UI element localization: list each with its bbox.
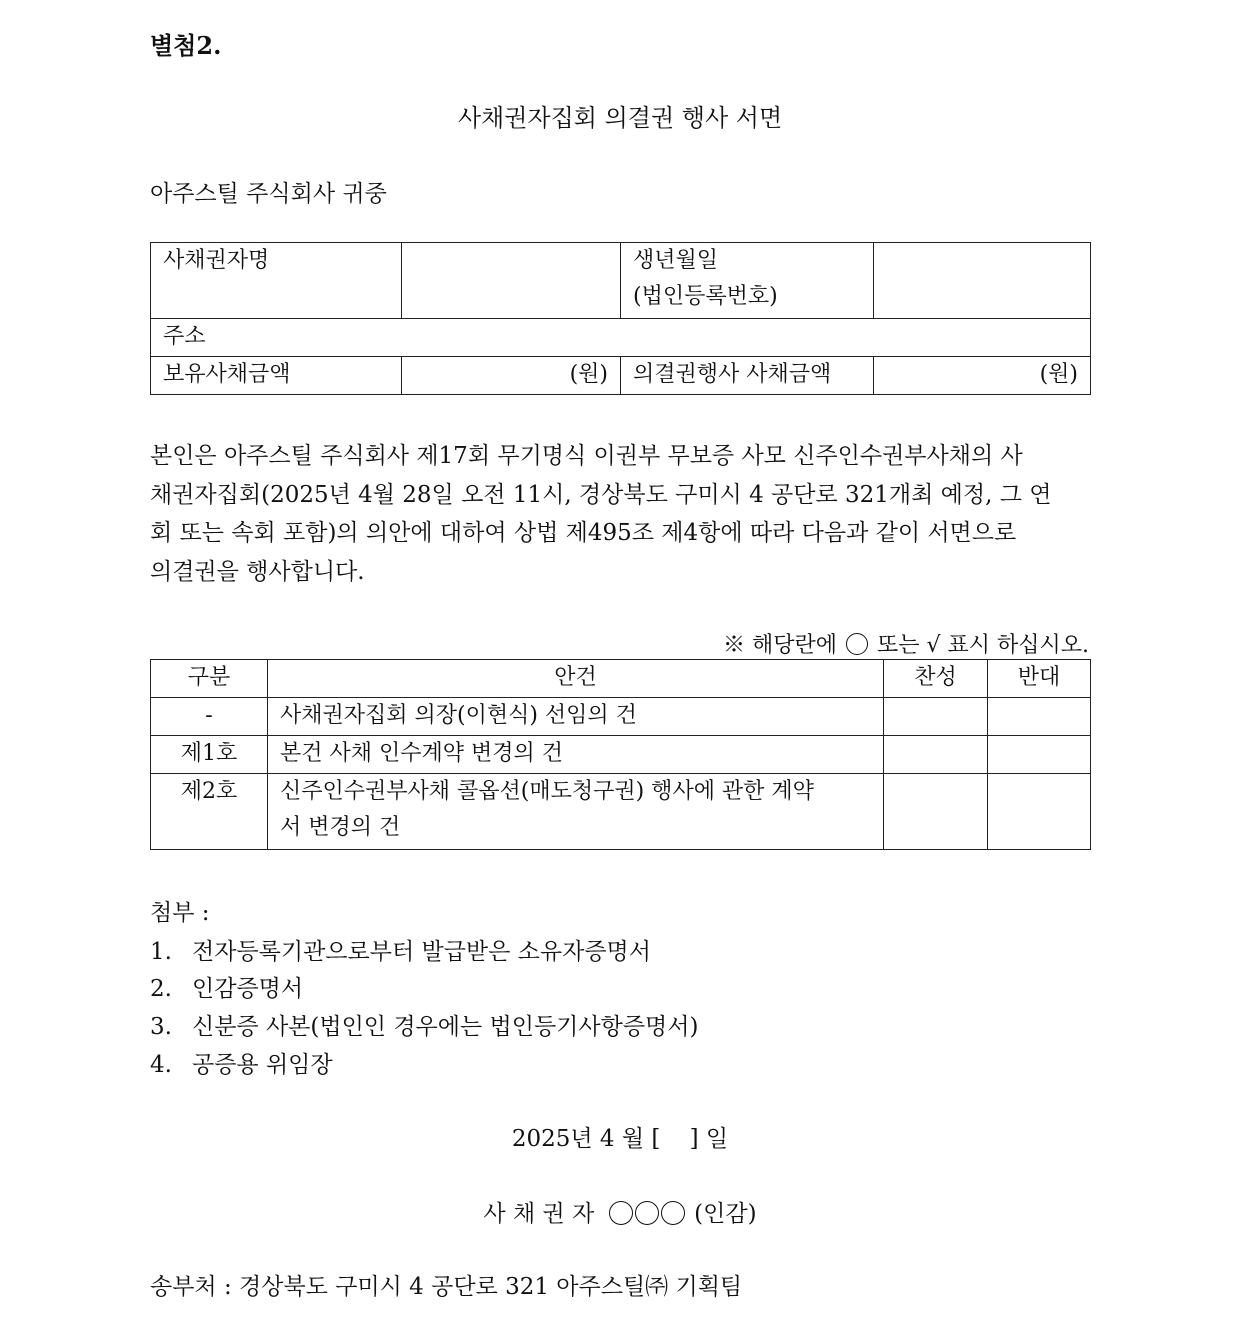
table-row — [151, 698, 1091, 736]
list-number: 4. — [150, 1052, 172, 1078]
header-category: 구분 — [151, 660, 268, 698]
row-category: - — [151, 698, 268, 736]
seal-label: (인감) — [694, 1201, 757, 1227]
vote-amount-label: 의결권행사 사채금액 — [621, 357, 874, 395]
agenda-vote-table — [150, 659, 1091, 850]
circle-icon — [846, 633, 868, 655]
send-to-address: 송부처 : 경상북도 구미시 4 공단로 321 아주스틸㈜ 기획팀 — [150, 1274, 743, 1300]
list-item — [150, 1008, 698, 1041]
held-amount-label: 보유사채금액 — [151, 357, 402, 395]
name-circle-icon — [635, 1201, 659, 1225]
list-number: 2. — [150, 976, 172, 1002]
oppose-cell[interactable] — [988, 774, 1091, 850]
header-oppose: 반대 — [988, 660, 1091, 698]
header-approve: 찬성 — [884, 660, 988, 698]
approve-cell[interactable] — [884, 698, 988, 736]
birth-field[interactable] — [874, 243, 1091, 319]
list-number: 1. — [150, 939, 172, 965]
recipient: 아주스틸 주식회사 귀중 — [150, 181, 387, 207]
date-line: 2025년 4 월 [ ] 일 — [511, 1126, 729, 1152]
holder-info-table — [150, 242, 1091, 395]
list-text: 전자등록기관으로부터 발급받은 소유자증명서 — [192, 939, 651, 965]
row-agenda — [268, 774, 884, 850]
amount-row — [151, 357, 1091, 395]
birth-label — [621, 243, 874, 319]
approve-cell[interactable] — [884, 774, 988, 850]
oppose-cell[interactable] — [988, 736, 1091, 774]
holder-name-label: 사채권자명 — [151, 243, 402, 319]
list-item — [150, 970, 303, 1003]
paragraph-line: 회 또는 속회 포함)의 의안에 대하여 상법 제495조 제4항에 따라 다음과 같이 서면으로 — [150, 520, 1017, 546]
list-text: 인감증명서 — [192, 976, 304, 1002]
paragraph-line: 본인은 아주스틸 주식회사 제17회 무기명식 이권부 무보증 사모 신주인수권부사채의 사 — [150, 443, 1023, 469]
holder-name-field[interactable] — [402, 243, 621, 319]
name-circle-icon — [609, 1201, 633, 1225]
table-row — [151, 774, 1091, 850]
row-category: 제2호 — [151, 774, 268, 850]
approve-cell[interactable] — [884, 736, 988, 774]
paragraph-line: 채권자집회(2025년 4월 28일 오전 11시, 경상북도 구미시 4 공단로 321개최 예정, 그 연 — [150, 481, 1052, 508]
row-agenda-line: 신주인수권부사채 콜옵션(매도청구권) 행사에 관한 계약 — [280, 779, 814, 804]
signer-label: 사 채 권 자 — [483, 1201, 595, 1227]
birth-label-line1: 생년월일 — [633, 248, 719, 273]
signer-line — [0, 1195, 1240, 1228]
holder-row — [151, 243, 1091, 319]
marking-instruction — [723, 628, 1089, 659]
name-circle-icon — [661, 1201, 685, 1225]
instruction-prefix: ※ 해당란에 — [722, 633, 837, 658]
header-agenda: 안건 — [268, 660, 884, 698]
vote-header-row — [151, 660, 1091, 698]
instruction-suffix: 또는 √ 표시 하십시오. — [876, 633, 1089, 658]
row-agenda: 사채권자집회 의장(이현식) 선임의 건 — [268, 698, 884, 736]
attachments-heading: 첨부 : — [150, 900, 210, 926]
list-item — [150, 1046, 333, 1079]
document-title: 사채권자집회 의결권 행사 서면 — [457, 104, 783, 132]
statement-paragraph — [150, 437, 1080, 591]
address-row — [151, 319, 1091, 357]
row-category: 제1호 — [151, 736, 268, 774]
attachment-label: 별첨2. — [150, 31, 222, 60]
oppose-cell[interactable] — [988, 698, 1091, 736]
address-label[interactable]: 주소 — [151, 319, 1091, 357]
vote-amount-field[interactable]: (원) — [874, 357, 1091, 395]
row-agenda-line: 서 변경의 건 — [280, 815, 401, 840]
list-text: 공증용 위임장 — [192, 1052, 333, 1078]
list-text: 신분증 사본(법인인 경우에는 법인등기사항증명서) — [192, 1014, 699, 1040]
table-row — [151, 736, 1091, 774]
held-amount-field[interactable]: (원) — [402, 357, 621, 395]
list-item — [150, 933, 651, 966]
row-agenda: 본건 사채 인수계약 변경의 건 — [268, 736, 884, 774]
birth-label-line2: (법인등록번호) — [633, 284, 778, 309]
paragraph-line: 의결권을 행사합니다. — [150, 558, 365, 585]
list-number: 3. — [150, 1014, 172, 1040]
